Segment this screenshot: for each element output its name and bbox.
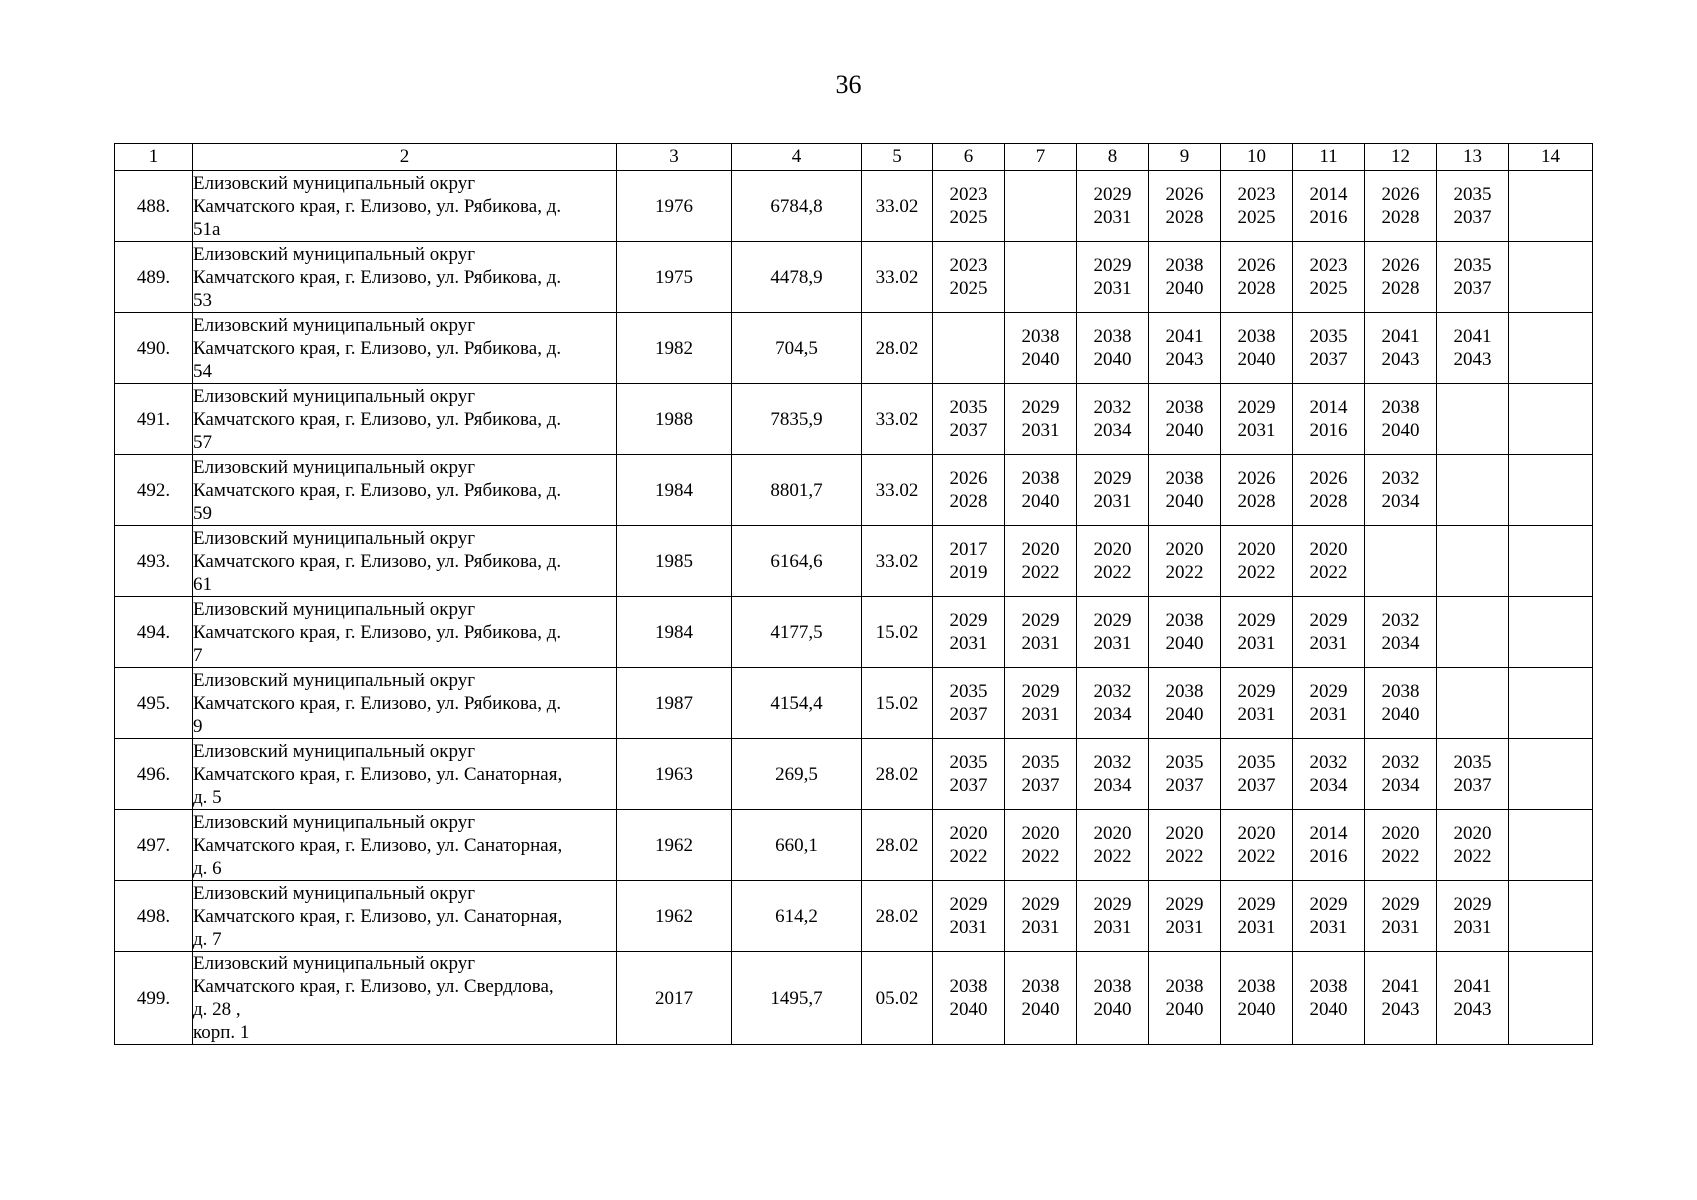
period-cell: 2035 2037 [1149,739,1221,810]
period-cell: 2035 2037 [933,384,1005,455]
period-cell: 2041 2043 [1437,952,1509,1045]
period-cell: 2029 2031 [933,597,1005,668]
period-cell [1509,810,1593,881]
code-cell: 15.02 [862,668,933,739]
build-year-cell: 1982 [617,313,732,384]
period-cell: 2020 2022 [1221,526,1293,597]
address-cell: Елизовский муниципальный округ Камчатского края, г. Елизово, ул. Рябикова, д. 59 [193,455,617,526]
table-body [115,144,1593,1045]
period-cell [1509,668,1593,739]
period-cell: 2038 2040 [1005,313,1077,384]
period-cell: 2020 2022 [1005,810,1077,881]
period-cell [1437,384,1509,455]
table-row [115,526,1593,597]
period-cell: 2038 2040 [1149,668,1221,739]
table-row [115,171,1593,242]
period-cell: 2023 2025 [1293,242,1365,313]
period-cell [1437,526,1509,597]
period-cell: 2029 2031 [1077,597,1149,668]
period-cell: 2038 2040 [1365,384,1437,455]
table-row [115,810,1593,881]
period-cell: 2017 2019 [933,526,1005,597]
address-cell: Елизовский муниципальный округ Камчатского края, г. Елизово, ул. Свердлова, д. 28 , корп. 1 [193,952,617,1045]
period-cell: 2029 2031 [1005,384,1077,455]
build-year-cell: 1987 [617,668,732,739]
code-cell: 33.02 [862,384,933,455]
period-cell: 2029 2031 [1293,597,1365,668]
row-number-cell: 497. [115,810,193,881]
row-number-cell: 492. [115,455,193,526]
column-number-cell: 4 [732,144,862,171]
period-cell: 2032 2034 [1365,739,1437,810]
row-number-cell: 488. [115,171,193,242]
code-cell: 28.02 [862,810,933,881]
row-number-cell: 494. [115,597,193,668]
build-year-cell: 1988 [617,384,732,455]
period-cell [1509,526,1593,597]
period-cell: 2020 2022 [1149,526,1221,597]
period-cell [1005,242,1077,313]
column-number-cell: 10 [1221,144,1293,171]
period-cell: 2029 2031 [933,881,1005,952]
period-cell: 2038 2040 [1149,597,1221,668]
period-cell: 2020 2022 [1437,810,1509,881]
period-cell: 2029 2031 [1005,597,1077,668]
period-cell [1509,597,1593,668]
row-number-cell: 489. [115,242,193,313]
period-cell: 2035 2037 [1437,739,1509,810]
period-cell: 2020 2022 [1077,526,1149,597]
code-cell: 28.02 [862,739,933,810]
column-number-row [115,144,1593,171]
period-cell: 2026 2028 [1149,171,1221,242]
row-number-cell: 498. [115,881,193,952]
period-cell: 2029 2031 [1005,668,1077,739]
column-number-cell: 12 [1365,144,1437,171]
address-cell: Елизовский муниципальный округ Камчатского края, г. Елизово, ул. Рябикова, д. 9 [193,668,617,739]
area-cell: 6784,8 [732,171,862,242]
column-number-cell: 5 [862,144,933,171]
column-number-cell: 6 [933,144,1005,171]
period-cell [1509,313,1593,384]
table-row [115,668,1593,739]
row-number-cell: 496. [115,739,193,810]
area-cell: 4154,4 [732,668,862,739]
period-cell: 2020 2022 [933,810,1005,881]
column-number-cell: 14 [1509,144,1593,171]
code-cell: 33.02 [862,171,933,242]
column-number-cell: 8 [1077,144,1149,171]
table-row [115,384,1593,455]
area-cell: 660,1 [732,810,862,881]
period-cell: 2035 2037 [1221,739,1293,810]
build-year-cell: 1962 [617,881,732,952]
table-row [115,952,1593,1045]
period-cell: 2020 2022 [1365,810,1437,881]
period-cell: 2020 2022 [1005,526,1077,597]
period-cell: 2038 2040 [1149,384,1221,455]
period-cell: 2041 2043 [1437,313,1509,384]
period-cell [1437,668,1509,739]
period-cell: 2038 2040 [1005,455,1077,526]
period-cell: 2035 2037 [1293,313,1365,384]
period-cell: 2029 2031 [1221,597,1293,668]
period-cell: 2026 2028 [1293,455,1365,526]
row-number-cell: 490. [115,313,193,384]
build-year-cell: 1985 [617,526,732,597]
period-cell: 2020 2022 [1293,526,1365,597]
period-cell: 2014 2016 [1293,810,1365,881]
build-year-cell: 1962 [617,810,732,881]
period-cell: 2029 2031 [1365,881,1437,952]
period-cell: 2014 2016 [1293,384,1365,455]
period-cell [1509,952,1593,1045]
code-cell: 15.02 [862,597,933,668]
period-cell: 2032 2034 [1365,455,1437,526]
row-number-cell: 491. [115,384,193,455]
column-number-cell: 13 [1437,144,1509,171]
period-cell: 2038 2040 [933,952,1005,1045]
row-number-cell: 495. [115,668,193,739]
period-cell: 2026 2028 [933,455,1005,526]
period-cell: 2020 2022 [1221,810,1293,881]
period-cell: 2026 2028 [1365,242,1437,313]
code-cell: 33.02 [862,526,933,597]
period-cell: 2038 2040 [1149,952,1221,1045]
period-cell: 2035 2037 [1437,171,1509,242]
code-cell: 28.02 [862,313,933,384]
period-cell: 2041 2043 [1365,313,1437,384]
table-row [115,455,1593,526]
period-cell [1509,171,1593,242]
period-cell: 2026 2028 [1221,242,1293,313]
period-cell: 2029 2031 [1005,881,1077,952]
table-row [115,242,1593,313]
period-cell [1437,455,1509,526]
period-cell: 2029 2031 [1149,881,1221,952]
period-cell: 2020 2022 [1149,810,1221,881]
code-cell: 05.02 [862,952,933,1045]
column-number-cell: 1 [115,144,193,171]
area-cell: 614,2 [732,881,862,952]
area-cell: 269,5 [732,739,862,810]
build-year-cell: 1984 [617,455,732,526]
address-cell: Елизовский муниципальный округ Камчатского края, г. Елизово, ул. Санаторная, д. 5 [193,739,617,810]
period-cell: 2029 2031 [1221,668,1293,739]
period-cell [933,313,1005,384]
address-cell: Елизовский муниципальный округ Камчатского края, г. Елизово, ул. Санаторная, д. 7 [193,881,617,952]
build-year-cell: 1976 [617,171,732,242]
period-cell: 2035 2037 [933,668,1005,739]
address-cell: Елизовский муниципальный округ Камчатского края, г. Елизово, ул. Рябикова, д. 57 [193,384,617,455]
area-cell: 4478,9 [732,242,862,313]
area-cell: 4177,5 [732,597,862,668]
column-number-cell: 7 [1005,144,1077,171]
address-cell: Елизовский муниципальный округ Камчатского края, г. Елизово, ул. Санаторная, д. 6 [193,810,617,881]
table-row [115,313,1593,384]
period-cell: 2026 2028 [1221,455,1293,526]
page-number: 36 [835,70,862,99]
period-cell: 2029 2031 [1077,171,1149,242]
period-cell: 2029 2031 [1221,384,1293,455]
period-cell: 2035 2037 [1005,739,1077,810]
address-cell: Елизовский муниципальный округ Камчатского края, г. Елизово, ул. Рябикова, д. 54 [193,313,617,384]
table-row [115,739,1593,810]
period-cell: 2038 2040 [1293,952,1365,1045]
period-cell [1509,739,1593,810]
period-cell: 2029 2031 [1293,668,1365,739]
column-number-cell: 3 [617,144,732,171]
build-year-cell: 2017 [617,952,732,1045]
address-cell: Елизовский муниципальный округ Камчатского края, г. Елизово, ул. Рябикова, д. 7 [193,597,617,668]
period-cell: 2035 2037 [1437,242,1509,313]
code-cell: 28.02 [862,881,933,952]
period-cell: 2032 2034 [1293,739,1365,810]
address-cell: Елизовский муниципальный округ Камчатского края, г. Елизово, ул. Рябикова, д. 51а [193,171,617,242]
area-cell: 6164,6 [732,526,862,597]
period-cell: 2026 2028 [1365,171,1437,242]
area-cell: 704,5 [732,313,862,384]
period-cell: 2032 2034 [1365,597,1437,668]
period-cell [1365,526,1437,597]
period-cell: 2041 2043 [1149,313,1221,384]
address-cell: Елизовский муниципальный округ Камчатского края, г. Елизово, ул. Рябикова, д. 53 [193,242,617,313]
period-cell: 2038 2040 [1005,952,1077,1045]
period-cell: 2029 2031 [1293,881,1365,952]
period-cell: 2029 2031 [1221,881,1293,952]
period-cell [1509,242,1593,313]
period-cell: 2032 2034 [1077,384,1149,455]
row-number-cell: 493. [115,526,193,597]
period-cell: 2020 2022 [1077,810,1149,881]
column-number-cell: 2 [193,144,617,171]
period-cell [1509,455,1593,526]
period-cell: 2032 2034 [1077,739,1149,810]
period-cell: 2032 2034 [1077,668,1149,739]
table-row [115,597,1593,668]
period-cell: 2041 2043 [1365,952,1437,1045]
period-cell: 2038 2040 [1365,668,1437,739]
period-cell: 2029 2031 [1437,881,1509,952]
period-cell: 2023 2025 [933,171,1005,242]
period-cell: 2023 2025 [933,242,1005,313]
area-cell: 1495,7 [732,952,862,1045]
period-cell: 2035 2037 [933,739,1005,810]
period-cell: 2038 2040 [1077,313,1149,384]
period-cell: 2038 2040 [1149,455,1221,526]
build-year-cell: 1963 [617,739,732,810]
period-cell: 2038 2040 [1221,952,1293,1045]
row-number-cell: 499. [115,952,193,1045]
period-cell [1005,171,1077,242]
period-cell: 2029 2031 [1077,455,1149,526]
build-year-cell: 1984 [617,597,732,668]
build-year-cell: 1975 [617,242,732,313]
code-cell: 33.02 [862,242,933,313]
area-cell: 8801,7 [732,455,862,526]
period-cell [1509,881,1593,952]
period-cell: 2014 2016 [1293,171,1365,242]
period-cell [1437,597,1509,668]
period-cell: 2023 2025 [1221,171,1293,242]
period-cell: 2038 2040 [1221,313,1293,384]
column-number-cell: 11 [1293,144,1365,171]
code-cell: 33.02 [862,455,933,526]
address-cell: Елизовский муниципальный округ Камчатского края, г. Елизово, ул. Рябикова, д. 61 [193,526,617,597]
buildings-table [114,143,1593,1045]
period-cell: 2029 2031 [1077,242,1149,313]
period-cell: 2038 2040 [1149,242,1221,313]
column-number-cell: 9 [1149,144,1221,171]
area-cell: 7835,9 [732,384,862,455]
period-cell: 2038 2040 [1077,952,1149,1045]
period-cell [1509,384,1593,455]
period-cell: 2029 2031 [1077,881,1149,952]
table-row [115,881,1593,952]
